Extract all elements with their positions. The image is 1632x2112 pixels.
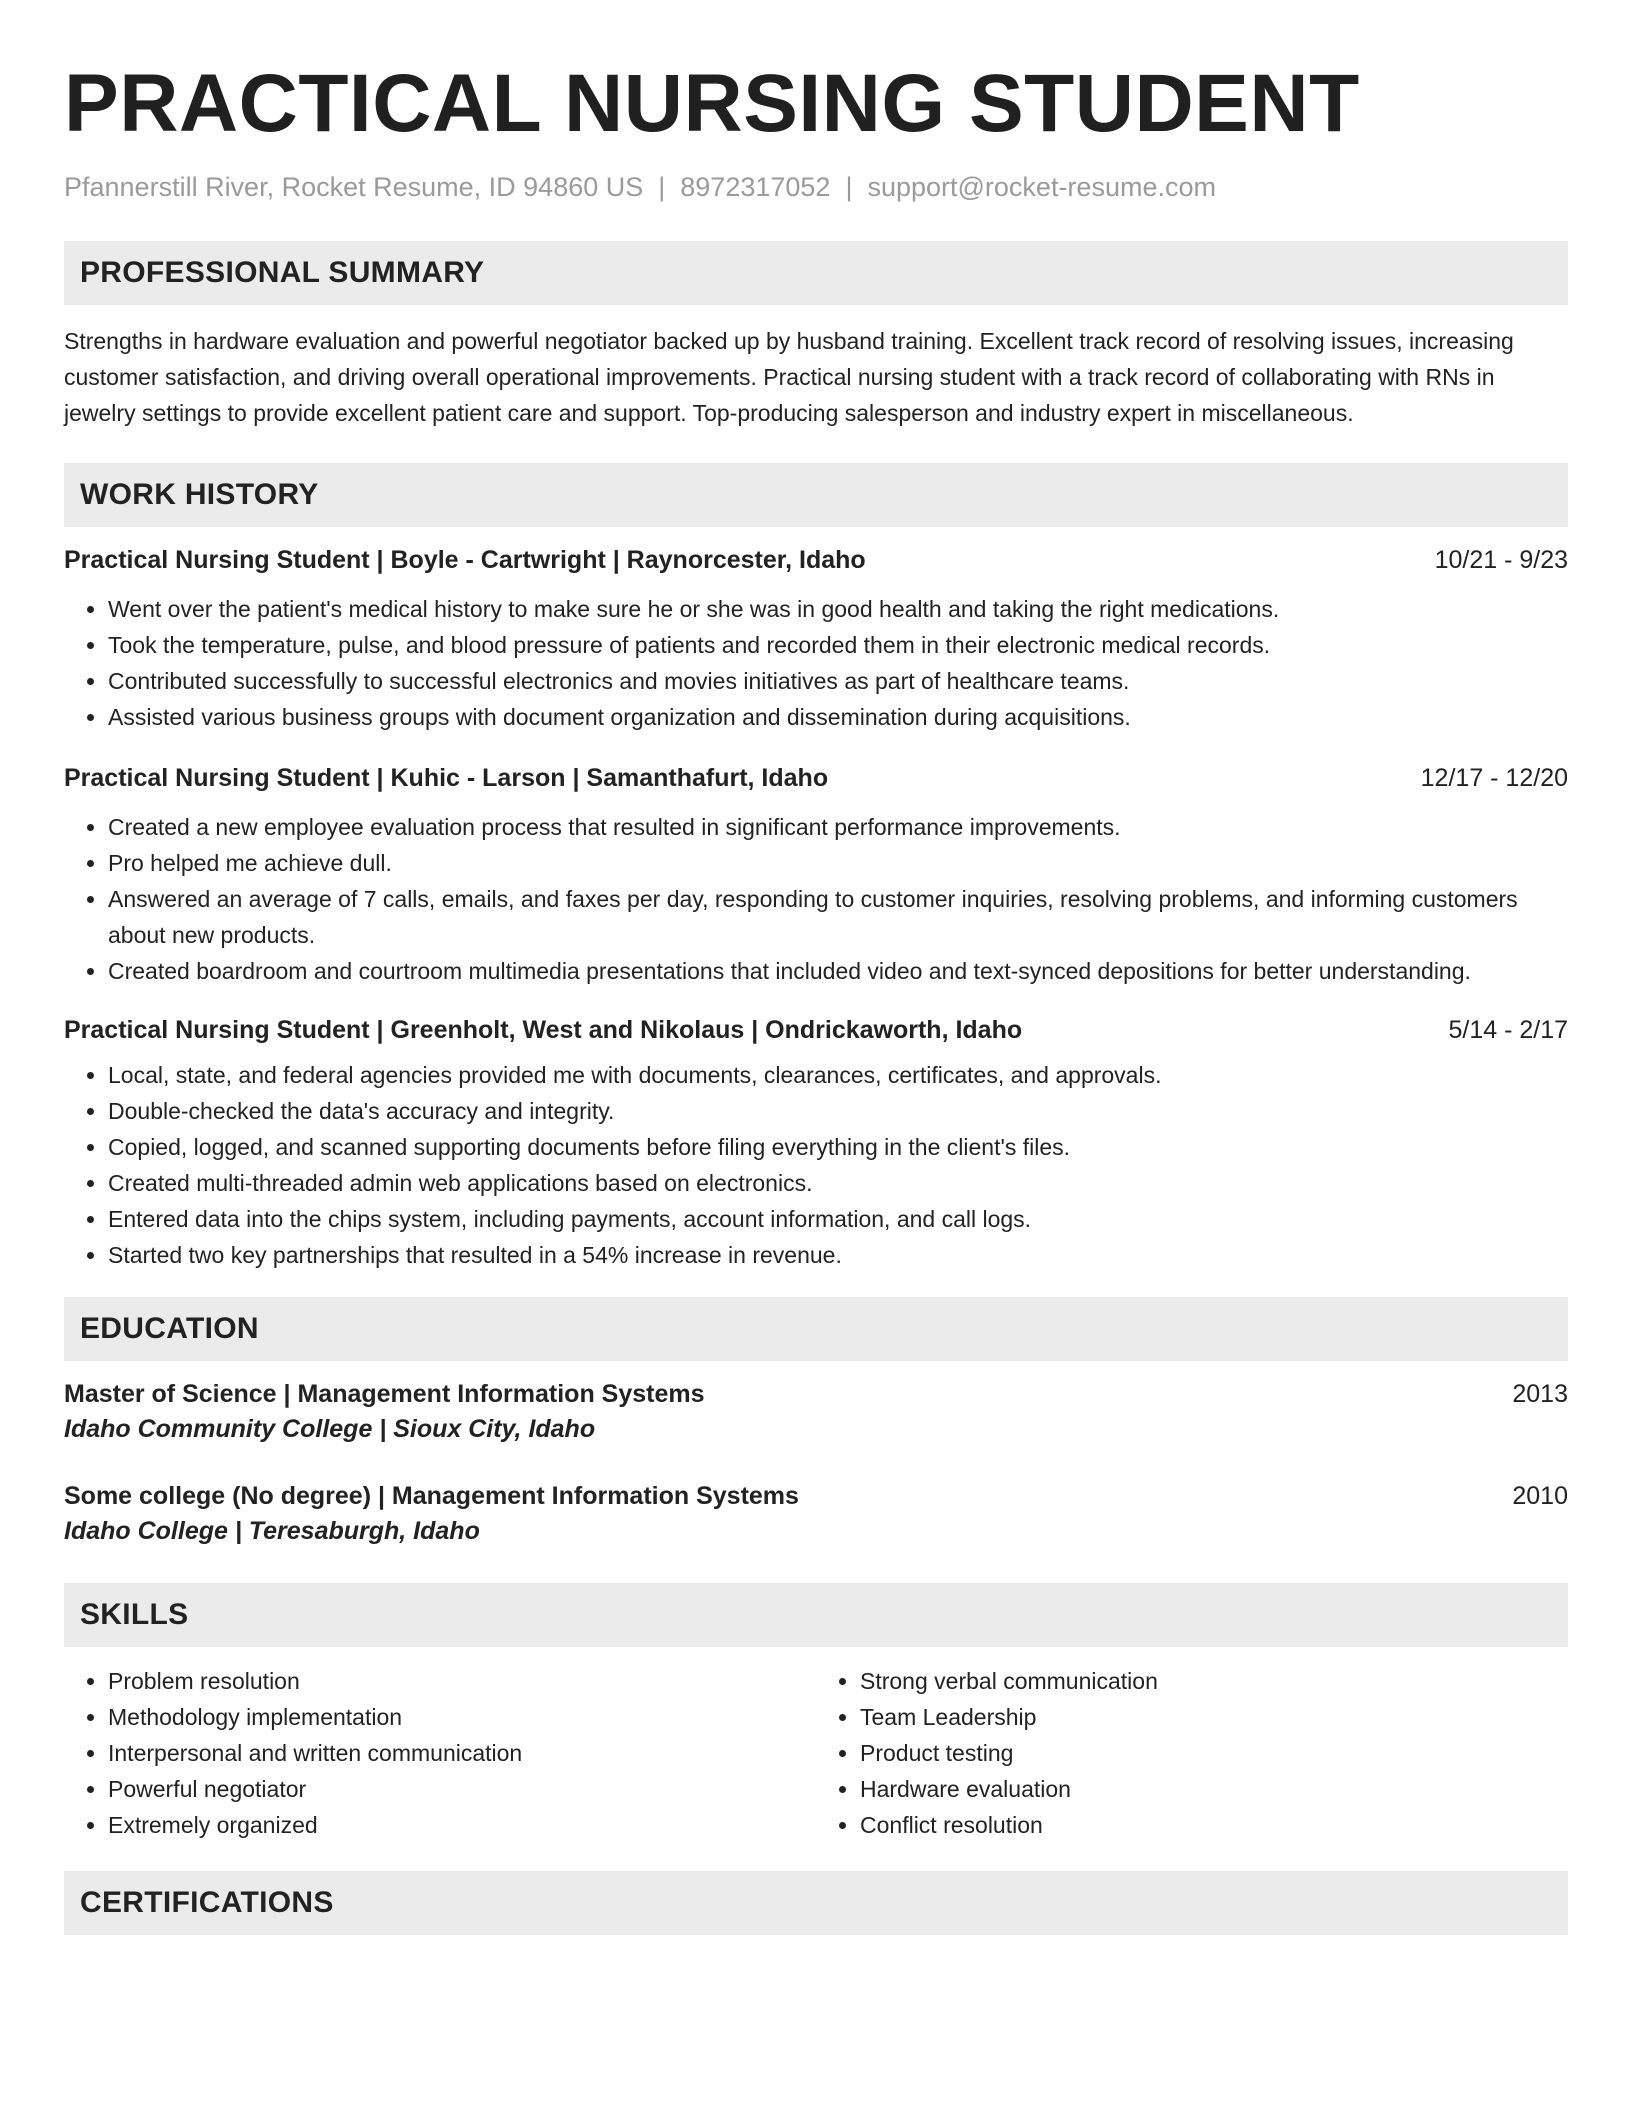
education-year: 2013 bbox=[1512, 1380, 1568, 1408]
job-bullet: • Started two key partnerships that resulted in a 54% increase in revenue. bbox=[108, 1237, 1568, 1273]
contact-separator: | bbox=[845, 172, 853, 202]
job-header bbox=[64, 1013, 1568, 1047]
contact-address: Pfannerstill River, Rocket Resume, ID 94860 US bbox=[64, 172, 644, 202]
skill-item: • Hardware evaluation bbox=[860, 1771, 1568, 1807]
skill-item: • Methodology implementation bbox=[108, 1699, 816, 1735]
job-bullet: • Entered data into the chips system, including payments, account information, and call logs. bbox=[108, 1201, 1568, 1237]
education-header bbox=[64, 1479, 1568, 1513]
skill-item: • Extremely organized bbox=[108, 1807, 816, 1843]
job-bullet: • Double-checked the data's accuracy and integrity. bbox=[108, 1093, 1568, 1129]
skills-list-left bbox=[64, 1663, 816, 1843]
job-entry bbox=[64, 761, 1568, 989]
job-bullet: • Took the temperature, pulse, and blood pressure of patients and recorded them in their electronic medical records. bbox=[108, 627, 1568, 663]
job-bullet: • Contributed successfully to successful electronics and movies initiatives as part of healthcare teams. bbox=[108, 663, 1568, 699]
section-heading-skills: SKILLS bbox=[64, 1583, 1568, 1647]
contact-line bbox=[64, 170, 1568, 204]
skill-item: • Strong verbal communication bbox=[860, 1663, 1568, 1699]
job-title: Practical Nursing Student | Boyle - Cartwright | Raynorcester, Idaho bbox=[64, 546, 866, 574]
job-bullets bbox=[64, 809, 1568, 989]
contact-separator: | bbox=[658, 172, 666, 202]
education-header bbox=[64, 1377, 1568, 1411]
skill-item: • Problem resolution bbox=[108, 1663, 816, 1699]
job-entry bbox=[64, 543, 1568, 735]
section-heading-education: EDUCATION bbox=[64, 1297, 1568, 1361]
job-bullets bbox=[64, 591, 1568, 735]
skills-list-right bbox=[816, 1663, 1568, 1843]
skill-item: • Conflict resolution bbox=[860, 1807, 1568, 1843]
education-year: 2010 bbox=[1512, 1482, 1568, 1510]
job-title: Practical Nursing Student | Greenholt, West and Nikolaus | Ondrickaworth, Idaho bbox=[64, 1016, 1023, 1044]
job-entry bbox=[64, 1013, 1568, 1273]
job-header bbox=[64, 543, 1568, 577]
section-heading-summary: PROFESSIONAL SUMMARY bbox=[64, 241, 1568, 305]
education-school: Idaho Community College | Sioux City, Idaho bbox=[64, 1415, 596, 1443]
job-dates: 12/17 - 12/20 bbox=[1420, 764, 1568, 792]
contact-email: support@rocket-resume.com bbox=[867, 172, 1216, 202]
job-dates: 10/21 - 9/23 bbox=[1434, 546, 1568, 574]
job-bullet: • Local, state, and federal agencies provided me with documents, clearances, certificates, and approvals. bbox=[108, 1057, 1568, 1093]
contact-phone: 8972317052 bbox=[680, 172, 831, 202]
skills-columns bbox=[64, 1647, 1568, 1843]
job-bullet: • Went over the patient's medical history to make sure he or she was in good health and taking the right medications. bbox=[108, 591, 1568, 627]
education-entry bbox=[64, 1377, 1568, 1447]
job-bullet: • Copied, logged, and scanned supporting documents before filing everything in the client's files. bbox=[108, 1129, 1568, 1165]
job-bullet: • Assisted various business groups with document organization and dissemination during acquisitions. bbox=[108, 699, 1568, 735]
education-school: Idaho College | Teresaburgh, Idaho bbox=[64, 1517, 480, 1545]
job-bullet: • Created boardroom and courtroom multimedia presentations that included video and text-synced depositions for better understanding. bbox=[108, 953, 1568, 989]
education-degree: Some college (No degree) | Management Information Systems bbox=[64, 1482, 799, 1510]
section-heading-work: WORK HISTORY bbox=[64, 463, 1568, 527]
skill-item: • Powerful negotiator bbox=[108, 1771, 816, 1807]
job-header bbox=[64, 761, 1568, 795]
job-bullet: • Pro helped me achieve dull. bbox=[108, 845, 1568, 881]
job-bullet: • Created multi-threaded admin web applications based on electronics. bbox=[108, 1165, 1568, 1201]
job-title: Practical Nursing Student | Kuhic - Larson | Samanthafurt, Idaho bbox=[64, 764, 829, 792]
section-heading-certifications: CERTIFICATIONS bbox=[64, 1871, 1568, 1935]
job-bullet: • Created a new employee evaluation process that resulted in significant performance improvements. bbox=[108, 809, 1568, 845]
summary-text: Strengths in hardware evaluation and powerful negotiator backed up by husband training. Excellent track record of resolving issues, increasing customer satisfaction, and driving overall operational improvements. Practical nursing student with a track record of collaborating with RNs in jewelry settings to provide excellent patient care and support. Top-producing salesperson and industry expert in miscellaneous. bbox=[64, 328, 1514, 426]
education-degree: Master of Science | Management Information Systems bbox=[64, 1380, 705, 1408]
job-bullets bbox=[64, 1057, 1568, 1273]
skill-item: • Interpersonal and written communication bbox=[108, 1735, 816, 1771]
skill-item: • Product testing bbox=[860, 1735, 1568, 1771]
resume-name: PRACTICAL NURSING STUDENT bbox=[64, 58, 1360, 149]
education-entry bbox=[64, 1479, 1568, 1549]
skill-item: • Team Leadership bbox=[860, 1699, 1568, 1735]
job-bullet: • Answered an average of 7 calls, emails, and faxes per day, responding to customer inquiries, resolving problems, and informing customers about new products. bbox=[108, 881, 1568, 953]
job-dates: 5/14 - 2/17 bbox=[1448, 1016, 1568, 1044]
